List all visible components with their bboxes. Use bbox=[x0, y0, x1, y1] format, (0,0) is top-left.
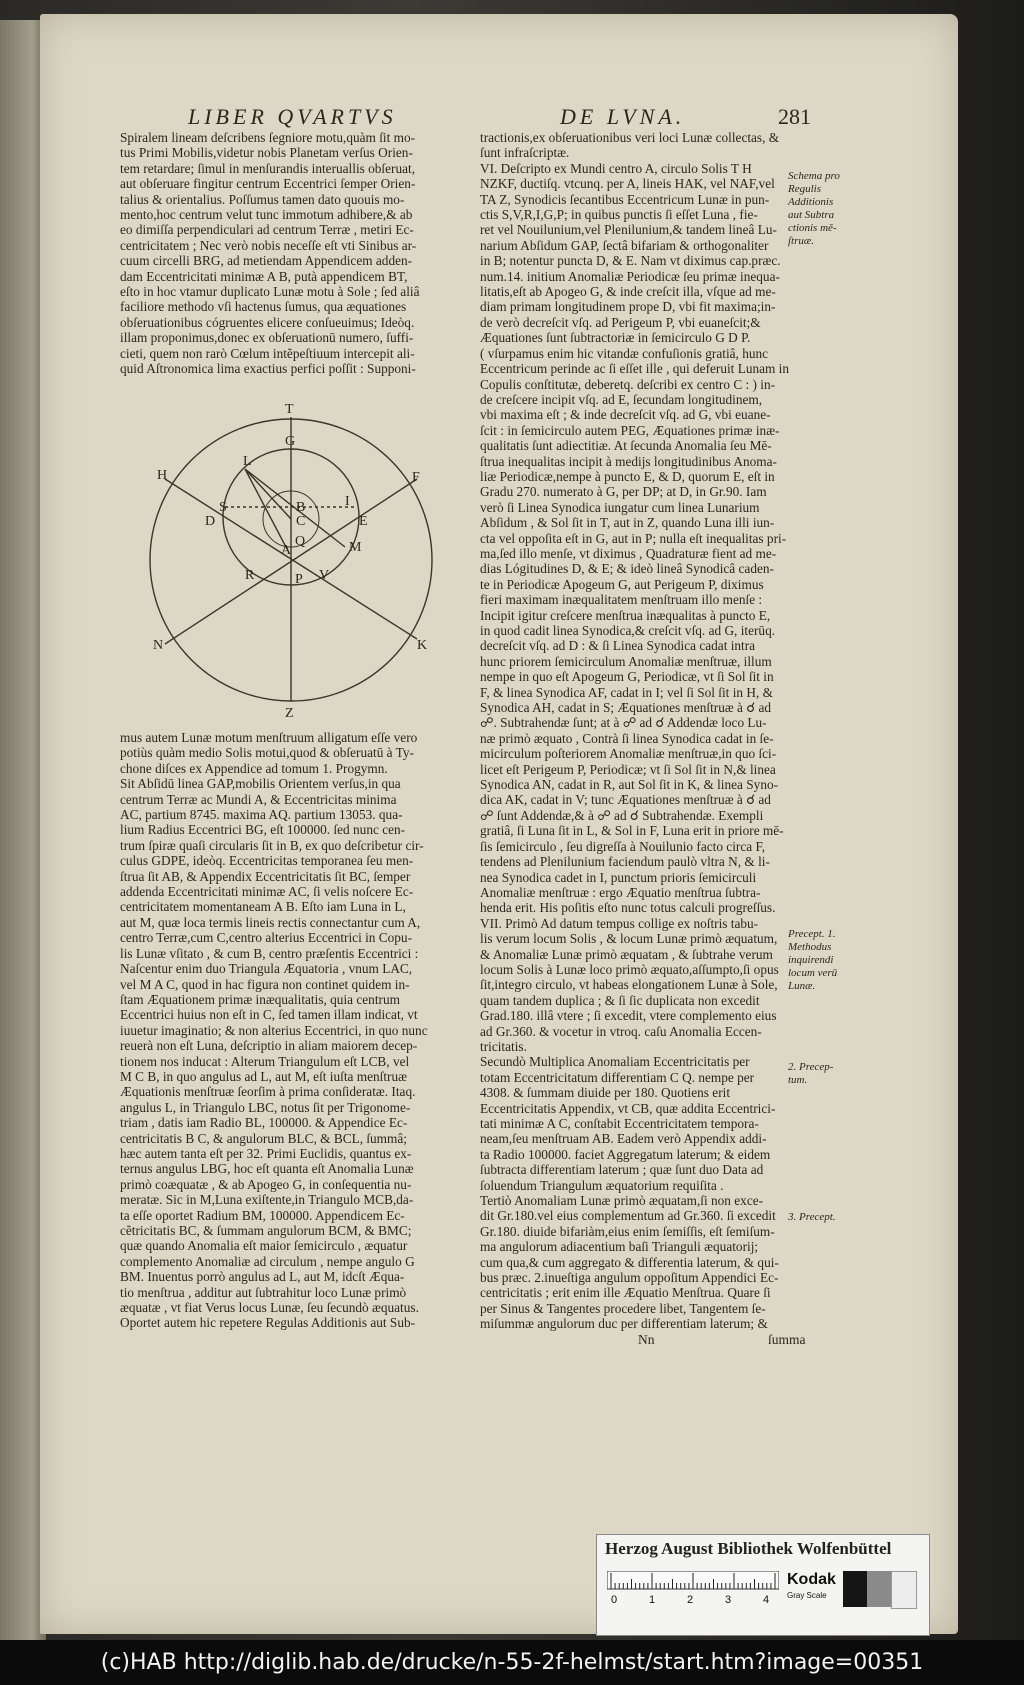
text-line: æquatæ , vt fiat Verus locus Lunæ, ſeu ſecundò æquatus. bbox=[120, 1300, 419, 1316]
text-line: Æquationes ſunt ſubtractoriæ in ſemicirculo G D P. bbox=[480, 330, 751, 346]
text-line: ſtam Æquationem primæ inæqualitatis, quia centrum bbox=[120, 991, 400, 1007]
text-line: dit Gr.180.vel eius complementum ad Gr.360. ſi excedit bbox=[480, 1208, 776, 1224]
text-line: fieri maximam inæqualitatem menſtruam illo menſe : bbox=[480, 592, 763, 608]
text-line: centricitatem momentaneam A B. Eſto iam Luna in L, bbox=[120, 899, 406, 915]
text-line: primò coæquatæ , & ab Apogeo G, in conſequentia nu- bbox=[120, 1176, 412, 1192]
scale-number-4: 4 bbox=[763, 1594, 770, 1606]
text-line: angulus L, in Triangulo LBC, notus ſit per Trigonome- bbox=[120, 1099, 411, 1115]
lunar-eccentric-diagram bbox=[135, 399, 485, 719]
text-line: liæ Periodicæ,nempe à puncto E, & D, quorum E, eſt in bbox=[480, 468, 775, 484]
text-line: eſto in hoc vtamur duplicato Lunæ motu à Sole ; ſed aliâ bbox=[120, 284, 420, 300]
text-line: totam Eccentricitatum differentiam C Q. nempe per bbox=[480, 1069, 755, 1085]
margin-note-4: 3. Precept. bbox=[788, 1211, 836, 1223]
label-B: B bbox=[296, 500, 306, 515]
target-title: Herzog August Bibliothek Wolfenbüttel bbox=[605, 1539, 892, 1558]
text-line: Synodica AN, cadat in R, aut Sol ſit in K, & linea Syno- bbox=[480, 777, 779, 793]
text-line: talius & orientalius. Poſſumus tamen dato quouis mo- bbox=[120, 191, 405, 207]
label-E: E bbox=[359, 514, 368, 529]
text-line: næ primò æquato , Contrà ſi linea Synodica cadat in ſe- bbox=[480, 730, 774, 746]
running-head-right: DE LVNA. bbox=[560, 104, 686, 129]
text-line: ( vſurpamus enim hic vitandæ confuſionis gratiâ, hunc bbox=[480, 345, 769, 361]
text-line: per Sinus & Tangentes procedere libet, Tangentem ſe- bbox=[480, 1300, 766, 1316]
text-line: F, & linea Synodica AF, cadat in I; vel ſi Sol ſit in H, & bbox=[480, 684, 773, 700]
text-line: cuum circelli BRG, ad metiendam Appendicem adden- bbox=[120, 253, 413, 269]
text-line: in B; notentur puncta D, & E. Nam vt diximus cap.præc. bbox=[480, 253, 781, 269]
text-line: Secundò Multiplica Anomaliam Eccentricitatis per bbox=[480, 1054, 750, 1070]
text-line: eo dimiſſa perpendiculari ad centrum Terræ , metiri Ec- bbox=[120, 222, 414, 238]
text-line: ſtrua inequalitas incipit à medijs longitudinibus Anoma- bbox=[480, 453, 777, 469]
label-L: L bbox=[243, 454, 252, 469]
black-swatch bbox=[843, 1571, 867, 1607]
text-line: Copulis conſtitutæ, deberetq. deſcribi ex centro C : ) in- bbox=[480, 376, 776, 392]
text-line: miſummæ angulorum duc per differentiam laterum; & bbox=[480, 1316, 768, 1332]
text-line: licet eſt Perigeum P, Periodicæ; vt ſi Sol ſit in N,& linea bbox=[480, 761, 776, 777]
text-line: M C B, in quo angulus ad L, aut M, eſt iuſta menſtruæ bbox=[120, 1068, 407, 1084]
text-line: ſtrua ſit AB, & Appendix Eccentricitatis ſit BC, ſemper bbox=[120, 868, 411, 884]
text-line: triam , datis iam Radio BL, 100000. & Appendice Ec- bbox=[120, 1115, 408, 1131]
text-line: Abſidum , & Sol ſit in T, aut in Z, quando Luna illi iun- bbox=[480, 515, 775, 531]
text-line: aut obſeruare fingitur centrum Eccentrici ſemper Orien- bbox=[120, 176, 416, 192]
left-column-bottom bbox=[120, 730, 490, 1331]
copyright-caption: (c)HAB http://diglib.hab.de/drucke/n-55-2f-helmst/start.htm?image=00351 bbox=[0, 1640, 1024, 1685]
label-I: I bbox=[345, 494, 350, 509]
text-line: ta Radio 100000. faciet Aggregatum laterum; & eidem bbox=[480, 1146, 771, 1162]
book-page bbox=[40, 14, 958, 1634]
label-D: D bbox=[205, 514, 216, 529]
text-line: BM. Inuentus porrò angulus ad L, aut M, idcſt Æqua- bbox=[120, 1269, 405, 1285]
text-line: gratiâ, ſi Luna ſit in L, & Sol in F, Luna erit in priore mē- bbox=[480, 823, 784, 839]
label-Q: Q bbox=[295, 534, 306, 549]
text-line: NZKF, ductiſq. vtcunq. per A, lineis HAK, vel NAF,vel bbox=[480, 176, 775, 192]
text-line: trum ſpiræ quaſi circularis ſit in B, ex quo deſcribetur cir- bbox=[120, 837, 424, 853]
margin-note-1: Schema pro Regulis Additionis aut Subtra ctionis mē- ſtruæ. bbox=[788, 170, 840, 247]
label-N: N bbox=[153, 638, 164, 653]
text-line: tricitatis. bbox=[480, 1038, 527, 1054]
text-line: centricitatem ; Nec verò nobis neceſſe eſt vti Sinibus ar- bbox=[120, 237, 417, 253]
text-line: 4308. & ſummam diuide per 180. Quotiens erit bbox=[480, 1085, 731, 1101]
grayscale-ruler bbox=[607, 1571, 779, 1607]
text-line: tionem nos inducat : Alterum Triangulum eſt LCB, vel bbox=[120, 1053, 410, 1069]
text-line: decreſcit vſq. ad D : & ſi Linea Synodica cadat intra bbox=[480, 638, 756, 654]
text-line: tus Primi Mobilis,videtur nobis Planetam verſus Orien- bbox=[120, 145, 413, 161]
text-line: reuerà non eſt Luna, deſcriptio in aliam maiorem decep- bbox=[120, 1038, 418, 1054]
label-G: G bbox=[285, 434, 296, 449]
text-line: litatis,eſt ab Apogeo G, & inde creſcit illa, vſque ad me- bbox=[480, 284, 776, 300]
text-line: AC, partium 8745. maxima AQ. partium 13053. qua- bbox=[120, 807, 403, 823]
label-P: P bbox=[295, 572, 303, 587]
text-line: Æquationis menſtruæ ſeorſim à prima conſideratæ. Itaq. bbox=[120, 1084, 416, 1100]
text-line: VI. Deſcripto ex Mundi centro A, circulo Solis T H bbox=[480, 160, 752, 176]
text-line: Sit Abſidū linea GAP,mobilis Orientem verſus,in qua bbox=[120, 776, 401, 792]
text-line: qualitatis ſunt adiectitiæ. At ſecunda Anomalia ſeu Mē- bbox=[480, 438, 772, 454]
text-line: micirculum poſteriorem Anomaliæ menſtruæ,in quo ſci- bbox=[480, 746, 777, 762]
text-line: quid Aſtronomica lima exactius perfici poſſit : Supponi- bbox=[120, 361, 416, 377]
text-line: & Anomaliæ Lunæ primò æquatam , & ſubtrahe verum bbox=[480, 946, 773, 962]
text-line: verò ſi Linea Synodica iungatur cum linea Lunarium bbox=[480, 499, 760, 515]
text-line: tractionis,ex obſeruationibus veri loci Lunæ collectas, & bbox=[480, 130, 780, 145]
text-line: ternus angulus LBG, hoc eſt quanta eſt Anomalia Lunæ bbox=[120, 1161, 414, 1177]
text-line: faciliore methodo vſi hactenus ſumus, qua æquationes bbox=[120, 299, 407, 315]
label-H: H bbox=[157, 468, 168, 483]
text-line: ſoluendum Triangulum æquatorium requiſita . bbox=[480, 1177, 724, 1193]
text-line: mus autem Lunæ motum menſtruum alligatum eſſe vero bbox=[120, 730, 418, 745]
text-line: ☍. Subtrahendæ ſunt; at à ☍ ad ☌ Addendæ loco Lu- bbox=[480, 715, 767, 731]
text-line: Tertiò Anomaliam Lunæ primò æquatam,ſi non exce- bbox=[480, 1193, 764, 1209]
text-line: lium Radius Eccentrici BG, eſt 100000. ſed nunc cen- bbox=[120, 822, 406, 838]
text-line: lis Lunæ vſitato , & cum B, centro præſentis Eccentrici : bbox=[120, 945, 419, 961]
text-line: hunc priorem ſemicirculum Anomaliæ menſtruæ, illum bbox=[480, 653, 772, 669]
text-line: TA Z, Synodicis ſecantibus Eccentricum Lunæ in pun- bbox=[480, 191, 770, 207]
right-column bbox=[480, 130, 826, 1332]
text-line: diam primam longitudinem prope D, vbi fit maxima;in- bbox=[480, 299, 776, 315]
text-line: Gradu 270. numerato à G, per DP; at D, in Gr.90. Iam bbox=[480, 484, 767, 500]
text-line: Incipit igitur creſcere menſtrua inæqualitas à puncto E, bbox=[480, 607, 771, 623]
text-line: VII. Primò Ad datum tempus collige ex noſtris tabu- bbox=[480, 915, 759, 931]
signature-mark: Nn bbox=[638, 1332, 655, 1347]
text-line: meratæ. Sic in M,Luna exiſtente,in Triangulo MCB,da- bbox=[120, 1192, 414, 1208]
text-line: aut M, quæ loca termis lineis rectis connectantur cum A, bbox=[120, 914, 421, 930]
scale-number-2: 2 bbox=[687, 1594, 694, 1606]
text-line: nea Synodica cadet in I, punctum prioris ſemicirculi bbox=[480, 869, 757, 885]
text-line: num.14. initium Anomaliæ Periodicæ ſeu primæ inequa- bbox=[480, 268, 780, 284]
text-line: chone diſces ex Appendice ad tomum 1. Progymn. bbox=[120, 760, 388, 776]
catchword: ſumma bbox=[768, 1332, 806, 1347]
scale-number-3: 3 bbox=[725, 1594, 732, 1606]
label-C: C bbox=[296, 514, 306, 529]
text-line: cieti, quem non rarò Cœlum intẽpeſtiuum intercepit ali- bbox=[120, 345, 415, 361]
text-line: tio menſtrua , additur aut ſubtrahitur loco Lunæ primò bbox=[120, 1284, 407, 1300]
color-target-card bbox=[596, 1534, 930, 1636]
label-A: A bbox=[281, 543, 292, 558]
text-line: Grad.180. illâ vtere ; ſi excedit, vtere complemento eius bbox=[480, 1008, 777, 1024]
text-line: centricitatis ; erit enim ille Æquatio Menſtrua. Quare ſi bbox=[480, 1285, 771, 1301]
text-line: ret vel Nouilunium,vel Plenilunium,& tandem lineâ Lu- bbox=[480, 222, 777, 238]
text-line: dias Lógitudines D, & E; & ideò lineâ Synodicâ caden- bbox=[480, 561, 774, 577]
text-line: Eccentricum perinde ac ſi eſſet ille , qui deferuit Lunam in bbox=[480, 361, 790, 377]
text-line: neam,ſeu menſtruam AB. Eadem verò Appendix addi- bbox=[480, 1131, 767, 1147]
label-Z: Z bbox=[285, 706, 294, 719]
text-line: cum qua,& cum aggregato & differentia laterum, & qui- bbox=[480, 1254, 779, 1270]
text-line: addenda Eccentricitati minimæ AC, ſi velis noſcere Ec- bbox=[120, 884, 414, 900]
text-line: ſunt infraſcriptæ. bbox=[480, 145, 570, 161]
text-line: iuuetur imaginatio; & non alterius Eccentrici, in quo nunc bbox=[120, 1022, 428, 1038]
text-line: Anomaliæ menſtruæ : ergo Æquatio menſtrua ſubtra- bbox=[480, 884, 761, 900]
text-line: ☍ ſunt Addendæ,& à ☍ ad ☌ Subtrahendæ. Exempli bbox=[480, 807, 764, 823]
label-F: F bbox=[412, 470, 420, 485]
text-line: de verò decreſcit vſq. ad Perigeum P, vbi euaneſcit;& bbox=[480, 314, 761, 330]
label-S: S bbox=[219, 500, 227, 515]
text-line: ad Gr.360. & vocetur in vtroq. caſu Anomalia Eccen- bbox=[480, 1023, 762, 1039]
text-line: ſit,integro circulo, vt habeas elongationem Lunæ à Sole, bbox=[480, 977, 778, 993]
label-M: M bbox=[349, 540, 362, 555]
text-line: te in Periodicæ Apogeum G, aut Perigeum P, diximus bbox=[480, 576, 764, 592]
kodak-brand: Kodak bbox=[787, 1571, 836, 1588]
text-line: ta eſſe oportet Radium BM, 100000. Appendicem Ec- bbox=[120, 1207, 405, 1223]
text-line: Spiralem lineam deſcribens ſegniore motu,quàm ſit mo- bbox=[120, 130, 416, 145]
text-line: mento,hoc centrum velut tunc immotum adhibere,& ab bbox=[120, 207, 413, 223]
page-number: 281 bbox=[778, 104, 811, 129]
margin-note-3: 2. Precep- tum. bbox=[788, 1061, 834, 1086]
text-line: tati minimæ A C, conſtabit Eccentricitatem tempora- bbox=[480, 1116, 759, 1131]
text-line: ma,ſed illo menſe, vt diximus , Quadraturæ fient ad me- bbox=[480, 545, 777, 561]
text-line: Synodica AH, cadat in S; Æquationes menſtruæ à ☌ ad bbox=[480, 700, 772, 716]
text-line: Eccentrici huius non eſt in C, ſed tamen illam indicat, vt bbox=[120, 1007, 418, 1023]
text-line: ma angulorum adiacentium baſi Trianguli æquatorij; bbox=[480, 1239, 759, 1255]
label-T: T bbox=[285, 402, 294, 417]
white-swatch bbox=[891, 1571, 917, 1609]
gray-scale-label: Gray Scale bbox=[787, 1591, 827, 1600]
text-line: illam proponimus,donec ex obſeruationū numero, ſuffi- bbox=[120, 330, 414, 346]
text-line: ſcit : in ſemicirculo autem PEG, Æquationes primæ inæ- bbox=[480, 422, 780, 438]
text-line: culus GDPE, ideòq. Eccentricitas temporanea ſeu men- bbox=[120, 853, 414, 869]
text-line: bus præc. 2.inueſtiga angulum oppoſitum Appendici Ec- bbox=[480, 1270, 779, 1286]
text-line: ctis S,V,R,I,G,P; in quibus punctis ſi eſſet Luna , fie- bbox=[480, 207, 758, 223]
text-line: Naſcentur enim duo Triangula Æquatoria , vnum LAC, bbox=[120, 961, 413, 977]
text-line: complemento Anomaliæ ad circulum , nempe angulo G bbox=[120, 1253, 415, 1269]
text-line: cta vel oppoſita eſt in G, aut in P; nulla eſt inequalitas pri- bbox=[480, 530, 787, 546]
text-line: de creſcere incipit vſq. ad E, ſecundam longitudinem, bbox=[480, 391, 763, 407]
text-line: vel M A C, quod in hac figura non continet quidem in- bbox=[120, 976, 410, 992]
text-line: locum Solis à Lunæ loco primò æquato,aſſumpto,ſi opus bbox=[480, 961, 779, 977]
scale-number-0: 0 bbox=[611, 1594, 618, 1606]
text-line: centro Terræ,cum C,centro alterius Eccentrici in Copu- bbox=[120, 930, 412, 946]
text-line: obſeruationibus cógruentes elicere conſueuimus; Ideòq. bbox=[120, 314, 415, 330]
text-line: vbi maxima eſt ; & inde decreſcit vſq. ad G, vbi euane- bbox=[480, 407, 771, 423]
text-line: Eccentricitatis Appendix, vt CB, quæ addita Eccentrici- bbox=[480, 1100, 776, 1116]
label-K: K bbox=[417, 638, 428, 653]
margin-note-2: Precept. 1. Methodus inquirendi locum verū Lunæ. bbox=[788, 928, 838, 992]
text-line: tendens ad Plenilunium faciendum paulò vltra N, & li- bbox=[480, 854, 770, 870]
text-line: lis verum locum Solis , & locum Lunæ primò æquatum, bbox=[480, 931, 778, 947]
text-line: quæ quando Anomalia eſt maior ſemicirculo , æquatur bbox=[120, 1238, 408, 1254]
text-line: ſis ſemicirculo , ſeu digreſſa à Nouilunio facto circa F, bbox=[480, 838, 766, 854]
text-line: henda erit. His poſitis eſto nunc totus calculi progreſſus. bbox=[480, 900, 776, 916]
label-V: V bbox=[319, 568, 330, 583]
text-line: quam tandem duplica ; & ſi ſic duplicata non excedit bbox=[480, 992, 760, 1008]
text-line: Gr.180. diuide bifariàm,eius enim ſemiſſis, eſt ſemiſum- bbox=[480, 1223, 775, 1239]
line-LA bbox=[245, 469, 287, 549]
label-R: R bbox=[245, 568, 255, 583]
text-line: Oportet autem hic repetere Regulas Additionis aut Sub- bbox=[120, 1315, 416, 1331]
text-line: dam Eccentricitati minimæ A B, putà appendicem BT, bbox=[120, 268, 408, 284]
text-line: ſubtracta differentiam laterum ; quæ ſunt duo Data ad bbox=[480, 1162, 764, 1178]
left-column-top bbox=[120, 130, 490, 377]
text-line: dica AK, cadat in V; tunc Æquationes menſtruæ à ☌ ad bbox=[480, 792, 771, 808]
scale-number-1: 1 bbox=[649, 1594, 656, 1606]
text-line: nempe in quo eſt Apogeum G, Periodicæ, vt ſi Sol ſit in bbox=[480, 669, 774, 685]
text-line: cẽtricitatis BC, & ſummam angulorum BCM, & BMC; bbox=[120, 1223, 412, 1238]
text-line: centricitatis B C, & angulorum BLC, & BCL, ſummâ; bbox=[120, 1130, 407, 1146]
text-line: centrum Terræ ac Mundi A, & Eccentricitas minima bbox=[120, 791, 397, 807]
text-line: narium Abſidum GAP, ſectâ bifariam & orthogonaliter bbox=[480, 237, 769, 253]
running-head-left: LIBER QVARTVS bbox=[188, 104, 397, 129]
text-line: in quod cadit linea Synodica,& creſcit vſq. ad G, iterūq. bbox=[480, 623, 776, 638]
gray-swatch bbox=[867, 1571, 891, 1607]
text-line: potiùs quàm medio Solis motui,quod & obſeruatū à Ty- bbox=[120, 745, 414, 761]
text-line: hæc autem tanta eſt per 32. Primi Euclidis, quantus ex- bbox=[120, 1145, 412, 1161]
text-line: tem retardare; ſimul in menſurandis interuallis obſeruat, bbox=[120, 160, 416, 176]
